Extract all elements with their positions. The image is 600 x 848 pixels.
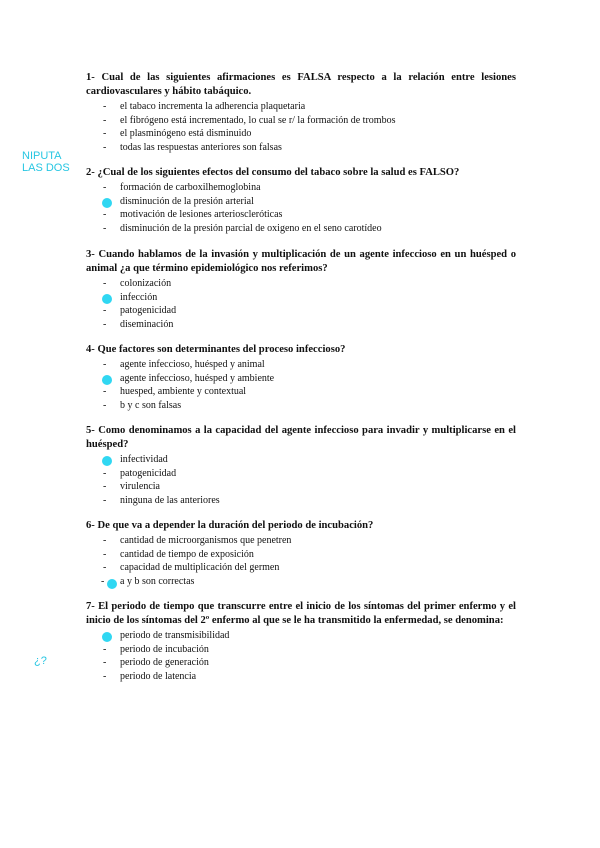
option-list [86,453,516,508]
dash-marker: - [103,400,107,412]
option-d[interactable] [86,222,516,236]
dash-marker: - [103,223,107,235]
option-text: periodo de incubación [120,643,209,655]
question-title: 1- Cual de las siguientes afirmaciones es FALSA respecto a la relación entre lesiones cardiovasculares y hábito tabáquico. [86,72,516,97]
option-text: cantidad de tiempo de exposición [120,548,254,560]
question-7 [86,600,516,684]
option-list [86,277,516,332]
dash-marker: - [103,305,107,317]
option-c[interactable] [86,127,516,141]
dash-marker: - [103,548,107,560]
dash-marker: - [103,671,107,683]
question-title: 4- Que factores son determinantes del proceso infeccioso? [86,344,346,355]
option-b[interactable] [86,114,516,128]
option-a[interactable] [86,358,516,372]
option-b[interactable] [86,467,516,481]
handwritten-note-question: ¿? [34,655,47,667]
question-5 [86,424,516,508]
option-c[interactable] [86,304,516,318]
question-title: 3- Cuando hablamos de la invasión y multiplicación de un agente infeccioso en un huésped o animal ¿a que término epidemiológico nos referimos? [86,249,516,274]
dash-marker: - [103,481,107,493]
dash-marker: - [103,535,107,546]
dash-marker: - [103,467,107,479]
dash-marker: - [103,386,107,398]
selected-answer-dot-icon [102,456,112,466]
option-list [86,629,516,684]
option-text: el fibrógeno está incrementado, lo cual se r/ la formación de trombos [120,114,396,126]
question-6 [86,519,516,589]
question-title: 7- El periodo de tiempo que transcurre entre el inicio de los síntomas del primer enfermo y el inicio de los síntomas del 2º enfermo al que se le ha transmitido la enfermedad, se denomina: [86,601,516,626]
option-list [86,100,516,155]
question-title: 2- ¿Cual de los siguientes efectos del consumo del tabaco sobre la salud es FALSO? [86,167,460,178]
dash-marker: - [103,562,107,574]
option-text: todas las respuestas anteriores son falsas [120,142,282,154]
option-text: motivación de lesiones arterioscleróticas [120,209,283,221]
option-d[interactable] [86,575,516,589]
option-text: infección [120,291,158,303]
option-b[interactable] [86,372,516,386]
option-text: agente infeccioso, huésped y animal [120,359,265,370]
option-text: capacidad de multiplicación del germen [120,562,280,574]
question-3 [86,248,516,332]
option-text: ninguna de las anteriores [120,495,220,507]
option-text: disminución de la presión parcial de oxigeno en el seno carotídeo [120,223,382,235]
option-a[interactable] [86,181,516,195]
option-text: patogenicidad [120,467,177,479]
dash-marker: - [103,142,107,154]
option-text: periodo de transmisibilidad [120,630,230,641]
option-text: agente infeccioso, huésped y ambiente [120,372,275,384]
option-d[interactable] [86,141,516,155]
option-text: el tabaco incrementa la adherencia plaquetaria [120,101,306,112]
selected-answer-dot-icon [102,375,112,385]
selected-answer-dot-icon [102,198,112,208]
option-text: diseminación [120,319,174,331]
note-line-2: LAS DOS [22,162,70,174]
question-4 [86,343,516,413]
option-text: periodo de latencia [120,671,197,683]
dash-marker: - [103,209,107,221]
option-text: periodo de generación [120,657,209,669]
option-text: formación de carboxilhemoglobina [120,182,261,193]
selected-answer-dot-icon [102,294,112,304]
dash-marker: - [103,182,107,193]
option-b[interactable] [86,643,516,657]
dash-marker: - [103,643,107,655]
option-a[interactable] [86,629,516,643]
dash-marker: - [103,359,107,370]
question-1 [86,71,516,155]
option-c[interactable] [86,561,516,575]
option-d[interactable] [86,494,516,508]
option-d[interactable] [86,318,516,332]
option-a[interactable] [86,534,516,548]
option-c[interactable] [86,656,516,670]
option-text: colonización [120,278,172,289]
option-b[interactable] [86,195,516,209]
option-text: patogenicidad [120,305,177,317]
option-text: a y b son correctas [120,576,195,588]
dash-marker: - [103,128,107,140]
dash-marker: - [103,495,107,507]
dash-marker: - [103,657,107,669]
option-text: infectividad [120,454,168,465]
option-a[interactable] [86,453,516,467]
option-b[interactable] [86,548,516,562]
option-c[interactable] [86,480,516,494]
dash-marker: - [103,114,107,126]
option-text: cantidad de microorganismos que penetren [120,535,292,546]
handwritten-note-niputa [22,150,70,174]
option-list [86,534,516,589]
option-text: disminución de la presión arterial [120,195,254,207]
dash-marker: - [103,319,107,331]
question-2 [86,166,516,236]
selected-answer-dot-icon [102,632,112,642]
question-title: 5- Como denominamos a la capacidad del agente infeccioso para invadir y multiplicarse en el huésped? [86,425,516,450]
option-text: el plasminógeno está disminuido [120,128,252,140]
option-text: b y c son falsas [120,400,182,412]
option-d[interactable] [86,670,516,684]
option-list [86,181,516,236]
note-line-1: NIPUTA [22,150,62,162]
option-text: huesped, ambiente y contextual [120,386,247,398]
option-a[interactable] [86,277,516,291]
question-title: 6- De que va a depender la duración del periodo de incubación? [86,520,374,531]
option-d[interactable] [86,399,516,413]
dash-marker: - [103,278,107,289]
option-list [86,358,516,413]
selected-answer-dot-icon [107,579,117,589]
option-a[interactable] [86,100,516,114]
option-text: virulencia [120,481,160,493]
option-c[interactable] [86,385,516,399]
option-b[interactable] [86,291,516,305]
option-c[interactable] [86,208,516,222]
dash-marker: - [101,576,105,588]
dash-marker: - [103,101,107,112]
